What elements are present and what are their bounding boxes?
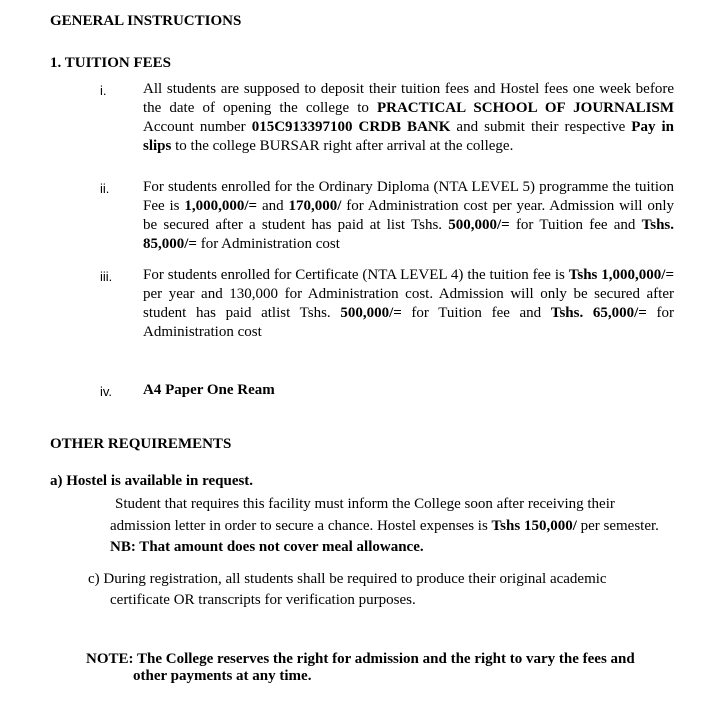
registration-line-2: certificate OR transcripts for verification purposes. <box>110 592 416 608</box>
tuition-item-iii: For students enrolled for Certificate (NTA LEVEL 4) the tuition fee is Tshs 1,000,000/= per year and 130,000 for Administration cost. Admission will only be secured after student has paid atlist Tshs. 500,000/= for Tuition fee and Tshs. 65,000/= for Administration cost <box>143 267 674 340</box>
tuition-item-ii: For students enrolled for the Ordinary Diploma (NTA LEVEL 5) programme the tuition Fee is 1,000,000/= and 170,000/ for Administration cost per year. Admission will only be secured after a student has paid at list Tshs. 500,000/= for Tuition fee and Tshs. 85,000/= for Administration cost <box>143 179 675 252</box>
registration-line-1: c) During registration, all students shall be required to produce their original academic <box>88 571 607 587</box>
item-numeral-iii: iii. <box>100 269 113 284</box>
tuition-fees-heading: 1. TUITION FEES <box>50 55 172 71</box>
note-line-2: other payments at any time. <box>133 668 312 684</box>
other-requirements-heading: OTHER REQUIREMENTS <box>50 436 232 452</box>
tuition-item-i: All students are supposed to deposit their tuition fees and Hostel fees one week before the date of opening the college to PRACTICAL SCHOOL OF JOURNALISM Account number 015C913397100 CRDB BANK and submit their respective Pay in slips to the college BURSAR right after arrival at the college. <box>143 81 675 154</box>
item-numeral-i: i. <box>100 83 107 98</box>
item-numeral-iv: iv. <box>100 384 113 399</box>
general-instructions-heading: GENERAL INSTRUCTIONS <box>50 13 242 29</box>
note-line-1: NOTE: The College reserves the right for admission and the right to vary the fees and <box>86 651 635 667</box>
hostel-title: a) Hostel is available in request. <box>50 473 254 489</box>
hostel-text: Student that requires this facility must inform the College soon after receiving their admission letter in order to secure a chance. Hostel expenses is Tshs 150,000/ per semester. NB: That amount does not cover meal allowance. <box>110 496 659 555</box>
item-numeral-ii: ii. <box>100 181 110 196</box>
tuition-item-iv: A4 Paper One Ream <box>143 382 275 398</box>
